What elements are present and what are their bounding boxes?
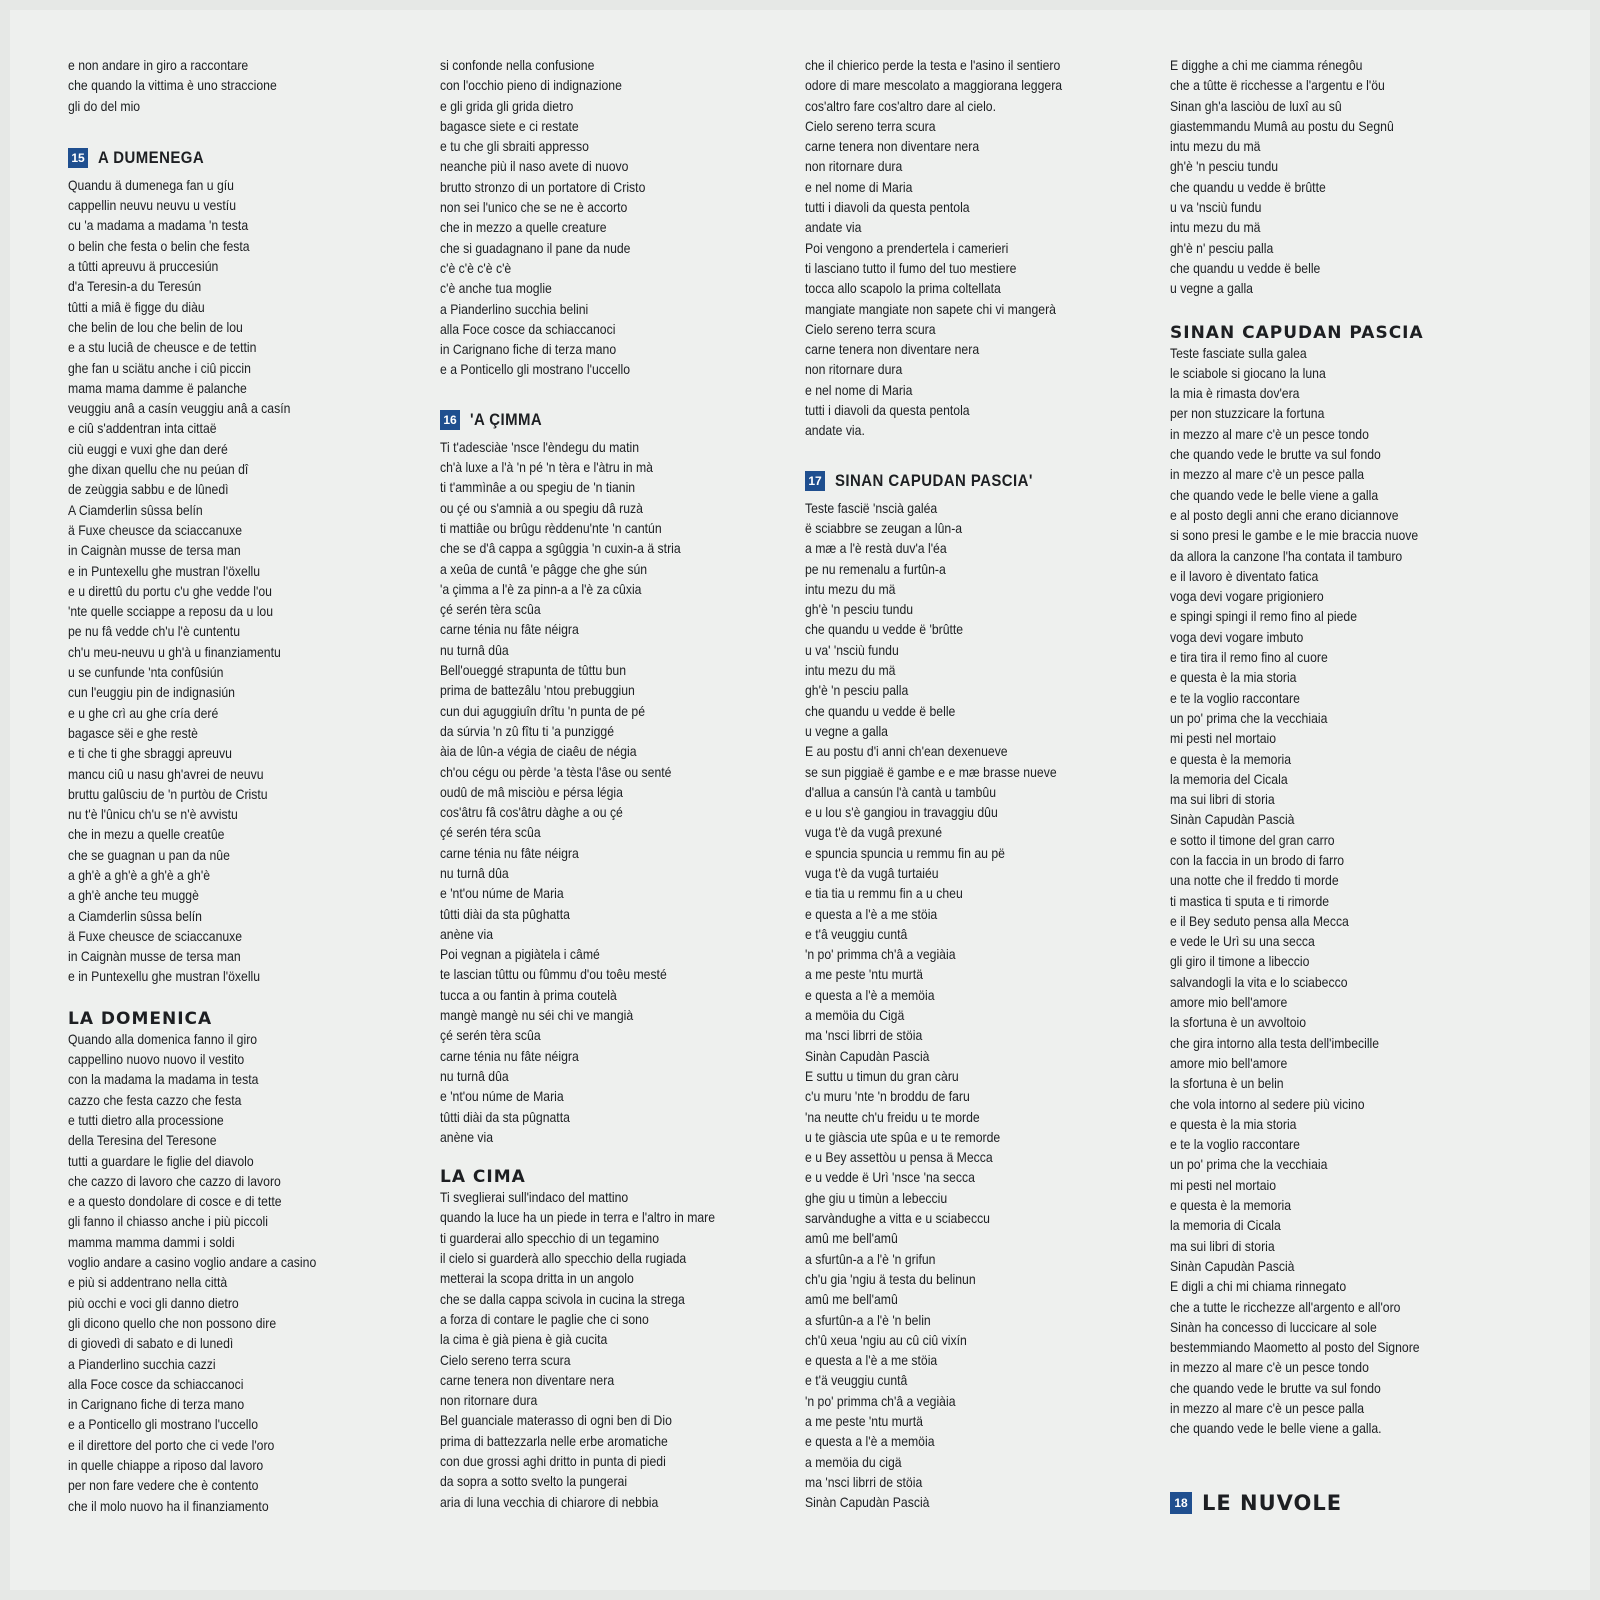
lyric-line: che se d'â cappa a sgûggia 'n cuxin-a ä stria: [440, 541, 681, 557]
lyric-line: tûtti a miâ ë figge du diàu: [68, 299, 205, 315]
translation-line: non sei l'unico che se ne è accorto: [440, 200, 628, 216]
lyric-line: Sinàn Capudàn Pascià: [805, 1495, 930, 1511]
translation-line: c'è anche tua moglie: [440, 281, 552, 297]
lyric-line: che belin de lou che belin de lou: [68, 319, 243, 335]
translation-line: Poi vengono a prendertela i camerieri: [805, 240, 1009, 256]
translation-line: gli fanno il chiasso anche i più piccoli: [68, 1214, 268, 1230]
lyric-line: vuga t'è da vugâ prexuné: [805, 825, 943, 841]
lyric-line: in Caignàn musse de tersa man: [68, 543, 241, 559]
lyric-line: intu mezu du mä: [1170, 139, 1261, 155]
lyric-line: bruttu galûsciu de 'n purtòu de Cristu: [68, 786, 268, 802]
translation-line: c'è c'è c'è c'è: [440, 260, 512, 276]
lyric-line: vuga t'è da vugâ turtaiéu: [805, 865, 939, 881]
lyric-line: e ti che ti ghe sbraggi apreuvu: [68, 746, 232, 762]
translation-line: che gira intorno alla testa dell'imbecille: [1170, 1035, 1380, 1051]
translation-line: e questa è la memoria: [1170, 751, 1292, 767]
lyric-line: e tia tia u remmu fin a u cheu: [805, 886, 963, 902]
lyric-line: u vegne a galla: [805, 723, 888, 739]
lyric-line: ä Fuxe cheusce de sciaccanuxe: [68, 928, 243, 944]
translation-line: e vede le Urì su una secca: [1170, 934, 1315, 950]
lyric-line: ch'ou cégu ou pèrde 'a tèsta l'âse ou senté: [440, 764, 672, 780]
translation-line: Ti sveglierai sull'indaco del mattino: [440, 1190, 629, 1206]
lyric-line: ti mattiâe ou brûgu rèddenu'nte 'n cantún: [440, 520, 662, 536]
translation-line: si confonde nella confusione: [440, 58, 595, 73]
lyric-line: 'n po' primma ch'â a vegiàia: [805, 947, 956, 963]
translation-line: bestemmiando Maometto al posto del Signore: [1170, 1340, 1420, 1356]
lyric-line: pe nu remenalu a furtûn-a: [805, 561, 946, 577]
lyric-line: che quandu u vedde ë belle: [1170, 260, 1321, 276]
translation-line: che il chierico perde la testa e l'asino il sentiero: [805, 58, 1061, 73]
lyric-line: A Ciamderlin sûssa belín: [68, 502, 203, 518]
lyric-line: ma 'nsci librri de stöia: [805, 1028, 923, 1044]
translation-line: e questa è la memoria: [1170, 1198, 1292, 1214]
translation-line: e nel nome di Maria: [805, 382, 913, 398]
translation-line: che quando vede le belle viene a galla: [1170, 487, 1379, 503]
translation-line: ti mastica ti sputa e ti rimorde: [1170, 893, 1330, 909]
translation-line: salvandogli la vita e lo sciabecco: [1170, 974, 1348, 990]
lyric-line: che quandu u vedde ë belle: [805, 703, 956, 719]
lyric-line: gh'è 'n pesciu tundu: [805, 602, 914, 618]
track-number-badge: 17: [805, 471, 825, 491]
translation-line: a Pianderlino succhia belini: [440, 301, 589, 317]
lyric-line: nu turnâ dûa: [440, 865, 509, 881]
translation-line: mi pesti nel mortaio: [1170, 731, 1277, 747]
lyric-line: e ciû s'addentran inta cittaë: [68, 421, 217, 437]
translation-title: SINAN CAPUDAN PASCIA: [1170, 322, 1424, 343]
translation-line: e questa è la mia storia: [1170, 1116, 1297, 1132]
lyric-line: 'n po' primma ch'â a vegiàia: [805, 1393, 956, 1409]
lyric-line: in Caignàn musse de tersa man: [68, 949, 241, 965]
translation-line: un po' prima che la vecchiaia: [1170, 1157, 1328, 1173]
translation-line: a Pianderlino succhia cazzi: [68, 1356, 216, 1372]
lyric-line: a tûtti apreuvu ä pruccesiún: [68, 259, 219, 275]
lyric-line: d'a Teresin-a du Teresún: [68, 279, 202, 295]
translation-line: Sinàn Capudàn Pascià: [1170, 812, 1295, 828]
translation-line: Sinàn ha concesso di luccicare al sole: [1170, 1319, 1377, 1335]
lyric-line: e u Bey assettòu u pensa ä Mecca: [805, 1150, 993, 1166]
translation-line: cappellino nuovo nuovo il vestito: [68, 1052, 245, 1068]
lyric-line: nu t'è l'ûnicu ch'u se n'è avvistu: [68, 807, 238, 823]
lyric-line: e questa a l'è a me stöia: [805, 1353, 938, 1369]
lyric-line: cun dui aguggiuîn drîtu 'n punta de pé: [440, 703, 646, 719]
translation-line: e questa è la mia storia: [1170, 670, 1297, 686]
lyric-line: se sun piggiaë ë gambe e e mæ brasse nueve: [805, 764, 1057, 780]
translation-line: bagasce siete e ci restate: [440, 118, 579, 134]
translation-line: voglio andare a casino voglio andare a casino: [68, 1255, 317, 1271]
translation-line: amore mio bell'amore: [1170, 995, 1288, 1011]
lyric-line: E digghe a chi me ciamma rénegôu: [1170, 58, 1363, 73]
lyric-line: carne ténia nu fâte néigra: [440, 845, 579, 861]
lyric-line: e spuncia spuncia u remmu fin au pë: [805, 845, 1005, 861]
lyric-line: ghe giu u timùn a lebecciu: [805, 1190, 948, 1206]
translation-line: e il Bey seduto pensa alla Mecca: [1170, 913, 1349, 929]
column-3: [805, 56, 1155, 1513]
translation-title: LA CIMA: [440, 1167, 526, 1188]
translation-line: non ritornare dura: [805, 159, 903, 175]
lyric-line: ma 'nsci librri de stöia: [805, 1474, 923, 1490]
translation-line: con la faccia in un brodo di farro: [1170, 852, 1345, 868]
lyric-line: ghe dixan quellu che nu peúan dî: [68, 462, 249, 478]
column-1: [68, 56, 418, 1517]
translation-line: gli dicono quello che non possono dire: [68, 1315, 277, 1331]
translation-line: in Carignano fiche di terza mano: [68, 1397, 245, 1413]
translation-line: mangiate mangiate non sapete chi vi mangerà: [805, 301, 1056, 317]
track-number-badge: 16: [440, 410, 460, 430]
lyric-line: mama mama damme ë palanche: [68, 380, 247, 396]
translation-line: da allora la canzone l'ha contata il tamburo: [1170, 548, 1403, 564]
lyric-line: ch'u meu-neuvu u gh'à u finanziamentu: [68, 644, 281, 660]
lyric-line: ch'u gia 'ngiu ä testa du belinun: [805, 1271, 976, 1287]
translation-line: più occhi e voci gli danno dietro: [68, 1295, 239, 1311]
lyric-line: amû me bell'amû: [805, 1292, 898, 1308]
translation-line: la memoria di Cicala: [1170, 1218, 1281, 1234]
translation-line: brutto stronzo di un portatore di Cristo: [440, 179, 646, 195]
translation-line: a forza di contare le paglie che ci sono: [440, 1311, 649, 1327]
translation-line: e gli grida gli grida dietro: [440, 98, 574, 114]
lyric-line: nu turnâ dûa: [440, 1068, 509, 1084]
lyric-line: çé serén tèra scûa: [440, 602, 541, 618]
lyric-line: de zeùggia sabbu e de lûnedì: [68, 482, 229, 498]
translation-line: gli giro il timone a libeccio: [1170, 954, 1310, 970]
lyric-line: nu turnâ dûa: [440, 642, 509, 658]
translation-line: e tu che gli sbraiti appresso: [440, 139, 589, 155]
translation-line: cazzo che festa cazzo che festa: [68, 1092, 242, 1108]
translation-line: Sinàn Capudàn Pascià: [1170, 1258, 1295, 1274]
song-title: SINAN CAPUDAN PASCIA': [835, 470, 1033, 490]
translation-line: e sotto il timone del gran carro: [1170, 832, 1335, 848]
lyric-line: intu mezu du mä: [1170, 220, 1261, 236]
translation-line: la sfortuna è un avvoltoio: [1170, 1015, 1307, 1031]
lyric-line: çé serén tèra scûa: [440, 1028, 541, 1044]
translation-line: e te la voglio raccontare: [1170, 1137, 1300, 1153]
lyric-line: cu 'a madama a madama 'n testa: [68, 218, 249, 234]
translation-line: e nel nome di Maria: [805, 179, 913, 195]
translation-line: alla Foce cosce da schiaccanoci: [68, 1376, 244, 1392]
translation-line: che quando vede le brutte va sul fondo: [1170, 1380, 1381, 1396]
lyric-line: Teste fascië 'nscià galéa: [805, 500, 938, 516]
translation-line: la sfortuna è un belin: [1170, 1076, 1284, 1092]
translation-line: che se dalla cappa scivola in cucina la strega: [440, 1291, 685, 1307]
lyric-line: che se guagnan u pan da nûe: [68, 847, 230, 863]
translation-line: odore di mare mescolato a maggiorana leggera: [805, 78, 1063, 94]
lyric-line: e t'â veuggiu cuntâ: [805, 926, 908, 942]
lyric-line: çé serén téra scûa: [440, 825, 541, 841]
lyric-line: cun l'euggiu pin de indignasiún: [68, 685, 235, 701]
lyric-line: e 'nt'ou núme de Maria: [440, 886, 564, 902]
translation-line: in mezzo al mare c'è un pesce tondo: [1170, 1360, 1369, 1376]
lyric-line: a memöia du cigä: [805, 1454, 902, 1470]
lyric-line: che a tûtte ë ricchesse a l'argentu e l'öu: [1170, 78, 1385, 94]
translation-line: andate via: [805, 220, 862, 236]
lyric-line: intu mezu du mä: [805, 663, 896, 679]
lyric-line: a me peste 'ntu murtä: [805, 1414, 923, 1429]
lyric-line: e u ghe crì au ghe cría deré: [68, 705, 219, 721]
translation-line: da sopra a sotto svelto la pungerai: [440, 1474, 628, 1490]
lyric-line: a Ciamderlin sûssa belín: [68, 908, 202, 924]
translation-line: e a questo dondolare di cosce e di tette: [68, 1194, 282, 1210]
lyric-line: tûtti diài da sta pûgnatta: [440, 1109, 570, 1125]
lyric-line: o belin che festa o belin che festa: [68, 238, 250, 254]
lyric-line: te lascian tûttu ou fûmmu d'ou toêu mesté: [440, 967, 667, 983]
translation-line: in mezzo al mare c'è un pesce palla: [1170, 1401, 1365, 1416]
translation-line: ti lasciano tutto il fumo del tuo mestiere: [805, 260, 1017, 276]
lyric-line: anène via: [440, 926, 494, 942]
song-heading-18: [1170, 1490, 1520, 1516]
translation-line: mi pesti nel mortaio: [1170, 1177, 1277, 1193]
track-number-badge: 18: [1170, 1492, 1192, 1514]
translation-line: voga devi vogare imbuto: [1170, 629, 1304, 645]
translation-title: LA DOMENICA: [68, 1008, 213, 1029]
translation-line: e a Ponticello gli mostrano l'uccello: [440, 362, 631, 378]
translation-line: mamma mamma dammi i soldi: [68, 1234, 235, 1250]
translation-line: prima di battezzarla nelle erbe aromatiche: [440, 1433, 668, 1449]
translation-line: Teste fasciate sulla galea: [1170, 345, 1307, 361]
lyric-line: a memöia du Cigä: [805, 1008, 905, 1024]
lyric-line: amû me bell'amû: [805, 1231, 898, 1247]
lyric-line: a mæ a l'è restà duv'a l'éa: [805, 541, 947, 557]
lyric-line: cos'âtru fâ cos'âtru dàghe a ou çé: [440, 805, 623, 821]
column-2: [440, 56, 790, 1513]
translation-line: si sono presi le gambe e le mie braccia nuove: [1170, 528, 1419, 544]
translation-line: Cielo sereno terra scura: [440, 1352, 571, 1368]
lyric-line: ä Fuxe cheusce da sciaccanuxe: [68, 522, 243, 538]
translation-line: in mezzo al mare c'è un pesce tondo: [1170, 426, 1369, 442]
lyric-line: che quando la vittima è uno straccione: [68, 78, 277, 94]
lyric-line: Sinan gh'a lasciòu de luxî au sû: [1170, 98, 1342, 114]
lyric-line: Quandu ä dumenega fan u gíu: [68, 177, 234, 193]
lyric-line: gh'è n' pesciu palla: [1170, 240, 1274, 256]
lyric-line: prima de battezâlu 'ntou prebuggiun: [440, 683, 635, 699]
lyric-line: mangè mangè nu séi chi ve mangià: [440, 1008, 634, 1024]
translation-line: con l'occhio pieno di indignazione: [440, 78, 622, 94]
translation-line: con due grossi aghi dritto in punta di piedi: [440, 1454, 666, 1469]
lyric-line: Sinàn Capudàn Pascià: [805, 1048, 930, 1064]
translation-line: il cielo si guarderà allo specchio della rugiada: [440, 1251, 687, 1267]
lyric-line: àia de lûn-a végia de ciaêu de négia: [440, 744, 637, 760]
lyric-line: e a stu luciâ de cheusce e de tettin: [68, 340, 257, 356]
lyric-line: veuggiu anâ a casín veuggiu anâ a casín: [68, 401, 291, 417]
translation-line: tocca allo scapolo la prima coltellata: [805, 281, 1001, 297]
translation-line: e spingi spingi il remo fino al piede: [1170, 609, 1358, 625]
lyric-line: e u vedde ë Urì 'nsce 'na secca: [805, 1170, 975, 1186]
lyric-line: cappellin neuvu neuvu u vestíu: [68, 198, 237, 214]
lyric-line: 'a çimma a l'è za pinn-a a l'è za cûxia: [440, 581, 642, 597]
translation-line: non ritornare dura: [440, 1393, 538, 1409]
lyric-line: Bell'oueggé strapunta de tûttu bun: [440, 663, 627, 679]
translation-line: in quelle chiappe a riposo dal lavoro: [68, 1458, 264, 1473]
lyric-line: u va' 'nsciù fundu: [805, 642, 899, 658]
lyric-line: e 'nt'ou núme de Maria: [440, 1089, 564, 1105]
lyric-line: e questa a l'è a memöia: [805, 987, 935, 1003]
lyric-line: da súrvia 'n zû fîtu ti 'a punziggé: [440, 723, 615, 739]
translation-line: la mia è rimasta dov'era: [1170, 386, 1300, 402]
lyric-line: gli do del mio: [68, 98, 141, 114]
lyric-line: tûtti diài da sta pûghatta: [440, 906, 570, 922]
lyric-line: E suttu u timun du gran càru: [805, 1068, 959, 1084]
lyric-line: a xeûa de cuntâ 'e pâgge che ghe sún: [440, 561, 648, 577]
lyric-line: u te giàscia ute spûa e u te remorde: [805, 1129, 1001, 1145]
song-heading-16: [440, 407, 790, 433]
translation-line: amore mio bell'amore: [1170, 1055, 1288, 1071]
lyric-line: intu mezu du mä: [805, 581, 896, 597]
lyric-line: gh'è 'n pesciu palla: [805, 683, 909, 699]
song-title: A DUMENEGA: [98, 147, 205, 167]
translation-line: per non fare vedere che è contento: [68, 1478, 259, 1494]
lyric-line: che quandu u vedde ë 'brûtte: [805, 622, 964, 638]
lyric-line: a gh'è a gh'è a gh'è a gh'è: [68, 867, 211, 883]
lyric-line: che quandu u vedde ë brûtte: [1170, 179, 1326, 195]
translation-line: voga devi vogare prigioniero: [1170, 589, 1324, 605]
song-heading-17: [805, 468, 1155, 494]
lyric-line: ch'û xeua 'ngiu au cû ciû vixín: [805, 1332, 967, 1348]
lyric-line: ghe fan u sciätu anche i ciû piccin: [68, 360, 251, 376]
lyric-line: E au postu d'i anni ch'ean dexenueve: [805, 744, 1008, 760]
translation-line: e il lavoro è diventato fatica: [1170, 568, 1319, 584]
translation-line: che in mezzo a quelle creature: [440, 220, 607, 236]
song-title: 'A ÇIMMA: [470, 409, 543, 429]
lyric-line: che in mezu a quelle creatûe: [68, 827, 225, 843]
lyric-line: e non andare in giro a raccontare: [68, 58, 249, 73]
translation-line: ma sui libri di storia: [1170, 1238, 1275, 1254]
translation-line: per non stuzzicare la fortuna: [1170, 406, 1325, 422]
song-heading-15: [68, 145, 418, 171]
translation-line: E digli a chi mi chiama rinnegato: [1170, 1279, 1347, 1295]
translation-line: tutti i diavoli da questa pentola: [805, 403, 970, 419]
lyric-line: ou çé ou s'amnià a ou spegiu dâ ruzà: [440, 500, 643, 516]
lyric-line: e questa a l'è a memöia: [805, 1434, 935, 1450]
translation-line: la cima è già piena è già cucita: [440, 1332, 608, 1348]
translation-line: non ritornare dura: [805, 362, 903, 378]
lyric-line: oudû de mâ misciòu e pérsa légia: [440, 784, 623, 800]
translation-line: e al posto degli anni che erano diciannove: [1170, 507, 1399, 523]
lyric-line: a gh'è anche teu muggè: [68, 888, 199, 904]
lyric-line: u se cunfunde 'nta confûsiún: [68, 665, 224, 681]
translation-line: una notte che il freddo ti morde: [1170, 873, 1339, 889]
lyric-line: e questa a l'è a me stöia: [805, 906, 938, 922]
lyric-line: c'u muru 'nte 'n broddu de faru: [805, 1089, 970, 1105]
lyric-line: bagasce sëi e ghe restè: [68, 725, 198, 741]
translation-line: della Teresina del Teresone: [68, 1133, 217, 1149]
translation-line: che si guadagnano il pane da nude: [440, 240, 631, 256]
lyric-line: 'nte quelle scciappe a reposu da u lou: [68, 604, 274, 620]
lyric-line: ti t'ammìnâe a ou spegiu de 'n tianin: [440, 480, 636, 496]
translation-line: che a tutte le ricchezze all'argento e all'oro: [1170, 1299, 1401, 1315]
translation-line: andate via.: [805, 423, 865, 439]
lyric-line: ch'à luxe a l'à 'n pé 'n tèra e l'àtru in mà: [440, 460, 653, 476]
translation-line: cos'altro fare cos'altro dare al cielo.: [805, 98, 996, 114]
lyric-line: carne ténia nu fâte néigra: [440, 622, 579, 638]
lyric-line: gh'è 'n pesciu tundu: [1170, 159, 1279, 175]
translation-line: Bel guanciale materasso di ogni ben di Dio: [440, 1413, 672, 1429]
translation-line: Cielo sereno terra scura: [805, 118, 936, 134]
lyric-line: u vegne a galla: [1170, 281, 1253, 297]
translation-line: la memoria del Cicala: [1170, 771, 1288, 787]
lyric-line: e t'ä veuggiu cuntâ: [805, 1373, 908, 1389]
lyric-line: e in Puntexellu ghe mustran l'öxellu: [68, 969, 261, 985]
lyric-line: u va 'nsciù fundu: [1170, 200, 1262, 216]
lyric-line: Ti t'adesciàe 'nsce l'èndegu du matin: [440, 439, 640, 455]
translation-line: che il molo nuovo ha il finanziamento: [68, 1498, 269, 1514]
lyric-line: carne ténia nu fâte néigra: [440, 1048, 579, 1064]
translation-line: e il direttore del porto che ci vede l'oro: [68, 1437, 275, 1453]
track-number-badge: 15: [68, 148, 88, 168]
translation-line: un po' prima che la vecchiaia: [1170, 710, 1328, 726]
translation-line: metterai la scopa dritta in un angolo: [440, 1271, 634, 1287]
lyric-line: a me peste 'ntu murtä: [805, 967, 923, 983]
translation-line: e più si addentrano nella città: [68, 1275, 228, 1291]
lyric-line: e u direttû du portu c'u ghe vedde l'ou: [68, 583, 272, 599]
translation-line: che cazzo di lavoro che cazzo di lavoro: [68, 1173, 281, 1189]
lyric-line: a sfurtûn-a a l'è 'n belin: [805, 1312, 931, 1328]
translation-line: carne tenera non diventare nera: [805, 139, 980, 155]
lyric-line: a sfurtûn-a a l'è 'n grifun: [805, 1251, 936, 1267]
translation-line: ti guarderai allo specchio di un tegamino: [440, 1230, 659, 1246]
column-4: [1170, 56, 1520, 1521]
lyric-line: tucca a ou fantin à prima coutelà: [440, 987, 617, 1003]
translation-line: le sciabole si giocano la luna: [1170, 365, 1326, 381]
translation-line: in mezzo al mare c'è un pesce palla: [1170, 467, 1365, 483]
translation-line: aria di luna vecchia di chiarore di nebbia: [440, 1494, 659, 1510]
translation-line: carne tenera non diventare nera: [805, 342, 980, 358]
translation-line: in Carignano fiche di terza mano: [440, 342, 617, 358]
lyric-line: pe nu fâ vedde ch'u l'è cuntentu: [68, 624, 241, 640]
translation-line: che vola intorno al sedere più vicino: [1170, 1096, 1365, 1112]
translation-line: e a Ponticello gli mostrano l'uccello: [68, 1417, 259, 1433]
lyric-line: sarvàndughe a vitta e u sciabeccu: [805, 1211, 990, 1227]
lyric-line: d'allua a cansún l'à cantà u tambûu: [805, 784, 997, 800]
translation-line: neanche più il naso avete di nuovo: [440, 159, 629, 175]
lyric-line: Poi vegnan a pigiàtela i câmé: [440, 947, 600, 963]
lyric-line: e in Puntexellu ghe mustran l'öxellu: [68, 563, 261, 579]
lyrics-sheet: [10, 10, 1590, 1590]
translation-line: che quando vede le brutte va sul fondo: [1170, 447, 1381, 463]
translation-line: di giovedì di sabato e di lunedì: [68, 1336, 234, 1352]
translation-line: tutti a guardare le figlie del diavolo: [68, 1153, 254, 1169]
translation-line: ma sui libri di storia: [1170, 792, 1275, 808]
translation-line: e tira tira il remo fino al cuore: [1170, 650, 1328, 666]
translation-line: tutti i diavoli da questa pentola: [805, 200, 970, 216]
lyric-line: 'na neutte ch'u freidu u te morde: [805, 1109, 980, 1125]
lyric-line: mancu ciû u nasu gh'avrei de neuvu: [68, 766, 264, 782]
lyric-line: ë sciabbre se zeugan a lûn-a: [805, 520, 963, 536]
translation-line: con la madama la madama in testa: [68, 1072, 259, 1088]
translation-line: alla Foce cosce da schiaccanoci: [440, 321, 616, 337]
translation-line: Cielo sereno terra scura: [805, 321, 936, 337]
translation-line: e te la voglio raccontare: [1170, 690, 1300, 706]
translation-line: Quando alla domenica fanno il giro: [68, 1031, 258, 1047]
song-title: LE NUVOLE: [1202, 1490, 1343, 1515]
lyric-line: anène via: [440, 1129, 494, 1145]
translation-line: e tutti dietro alla processione: [68, 1112, 224, 1128]
translation-line: che quando vede le belle viene a galla.: [1170, 1421, 1382, 1437]
lyric-line: e u lou s'è gangiou in travaggiu dûu: [805, 805, 998, 821]
lyric-line: ciù euggi e vuxi ghe dan deré: [68, 441, 228, 457]
translation-line: carne tenera non diventare nera: [440, 1372, 615, 1388]
lyric-line: giastemmandu Mumâ au postu du Segnû: [1170, 118, 1394, 134]
translation-line: quando la luce ha un piede in terra e l'altro in mare: [440, 1210, 716, 1226]
